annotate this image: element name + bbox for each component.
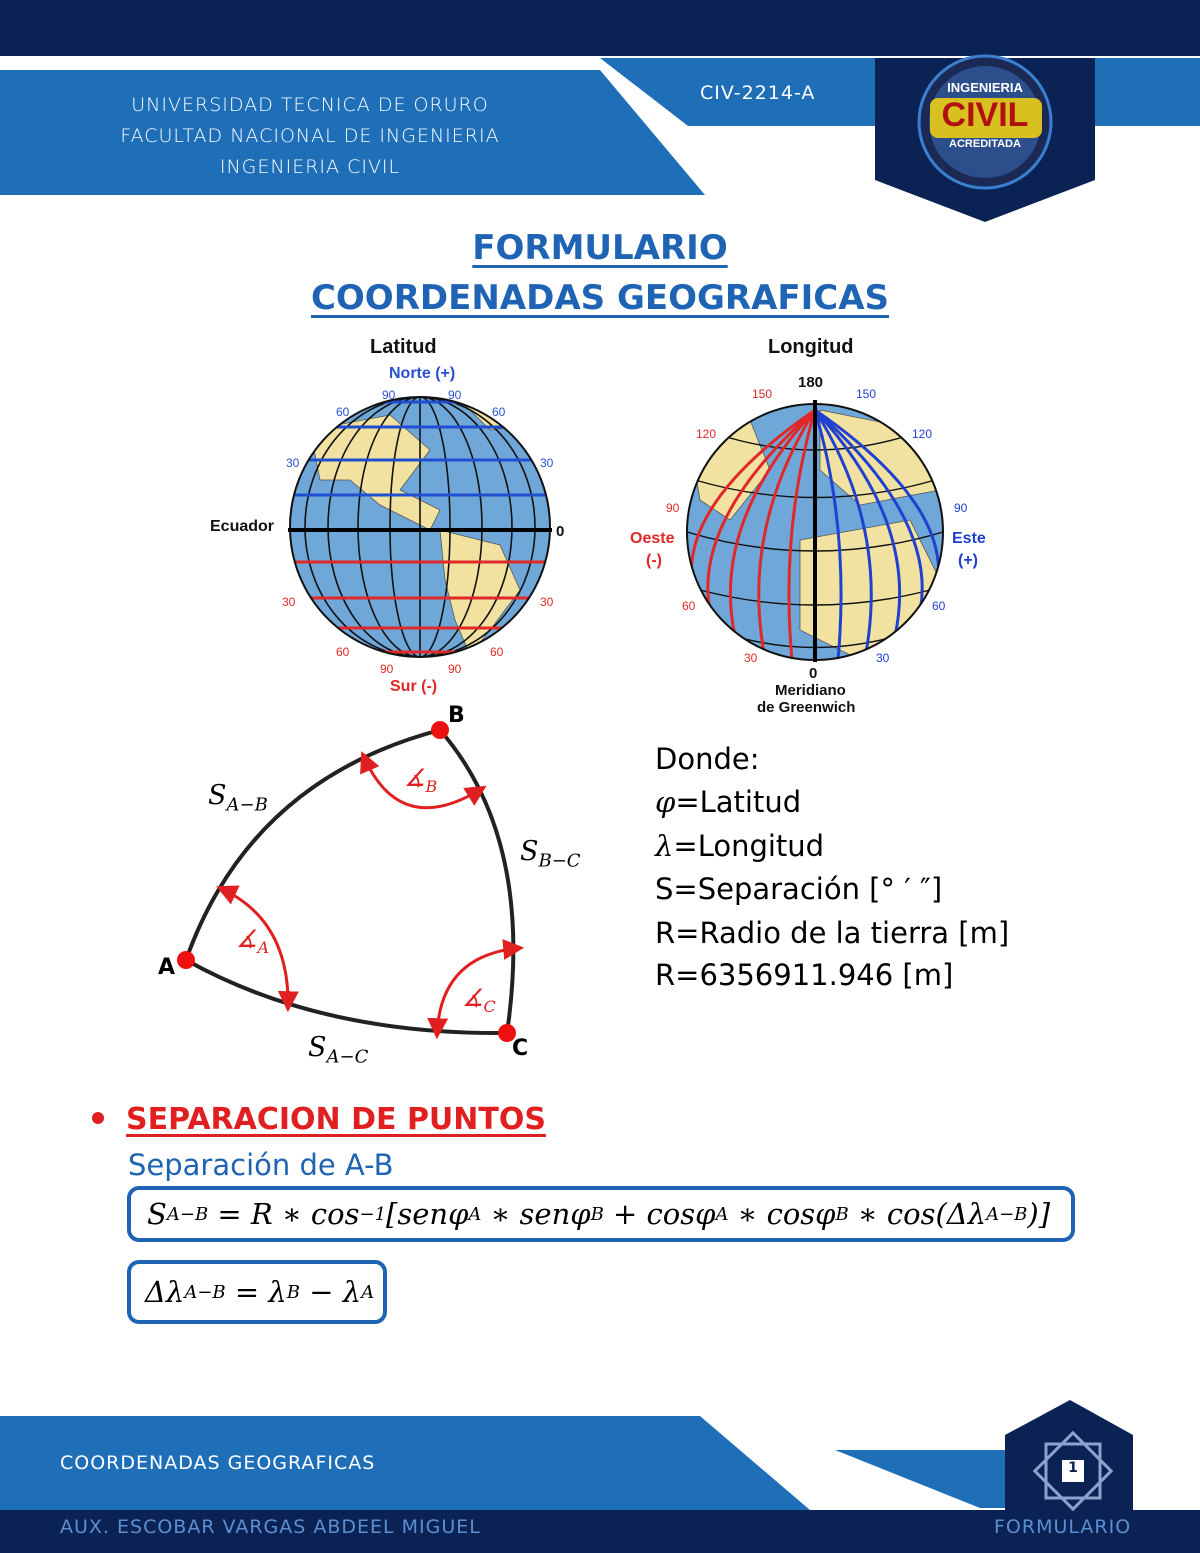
formula-delta-lambda-box: Δλ A−B = λ B − λ A — [127, 1260, 387, 1324]
vertex-b-dot — [431, 721, 449, 739]
footer-topic: COORDENADAS GEOGRAFICAS — [60, 1452, 376, 1474]
lat-tick: 90 — [380, 662, 394, 676]
logo-top-text: INGENIERIA — [947, 80, 1023, 95]
spherical-triangle — [150, 700, 630, 1090]
lon-tick: 30 — [876, 651, 890, 665]
vertex-a-label: A — [158, 955, 176, 980]
vertex-b-label: B — [448, 703, 465, 728]
legend-lambda: λ=Longitud — [655, 829, 825, 863]
lat-tick: 30 — [540, 456, 554, 470]
lon-tick: 150 — [856, 387, 877, 401]
side-bc-label: $S_{B-C}$ — [520, 836, 581, 872]
longitude-title: Longitud — [768, 336, 854, 358]
lat-tick: 30 — [286, 456, 300, 470]
latitude-title: Latitud — [370, 336, 437, 358]
footer-doc-type: FORMULARIO — [994, 1516, 1132, 1538]
lat-tick: 90 — [382, 388, 396, 402]
side-ac-label: $S_{A-C}$ — [308, 1032, 369, 1068]
angle-c-label: $∡_C$ — [462, 984, 496, 1016]
east-sign: (+) — [958, 552, 978, 569]
west-sign: (-) — [646, 552, 662, 569]
meridian-label-1: Meridiano — [775, 682, 846, 699]
lon-tick: 120 — [696, 427, 717, 441]
page-subtitle: COORDENADAS GEOGRAFICAS — [310, 278, 890, 318]
side-ac-arc — [186, 960, 507, 1033]
lon-tick: 60 — [682, 599, 696, 613]
university-name: UNIVERSIDAD TECNICA DE ORURO — [131, 94, 489, 116]
course-code: CIV-2214-A — [700, 82, 816, 104]
lon-tick: 30 — [744, 651, 758, 665]
career-name: INGENIERIA CIVIL — [219, 156, 401, 178]
east-label: Este — [952, 530, 986, 547]
lon-tick: 120 — [912, 427, 933, 441]
legend-radius-value: R=6356911.946 [m] — [655, 958, 954, 992]
lon-tick: 90 — [954, 501, 968, 515]
formula-separation-box: S A−B = R ∗ cos −1 [senφ A ∗ senφ B + cosφ A ∗ cosφ B ∗ cos(Δλ A−B )] — [127, 1186, 1075, 1242]
lon-180-label: 180 — [798, 374, 824, 391]
angle-a-label: $∡_A$ — [236, 925, 270, 957]
lat-tick: 60 — [336, 645, 350, 659]
legend-separation: S=Separación [° ′ ″] — [655, 872, 943, 906]
lat-tick: 60 — [492, 405, 506, 419]
lon-tick: 60 — [932, 599, 946, 613]
meridian-label-2: de Greenwich — [757, 699, 856, 716]
vertex-c-label: C — [512, 1036, 529, 1061]
lon-zero-label: 0 — [809, 665, 818, 682]
lat-tick: 30 — [540, 595, 554, 609]
lat-tick: 60 — [336, 405, 350, 419]
legend-phi: φ=Latitud — [655, 785, 802, 819]
vertex-a-dot — [177, 951, 195, 969]
north-label: Norte (+) — [389, 365, 456, 382]
section-heading: SEPARACION DE PUNTOS — [126, 1102, 546, 1137]
lat-tick: 60 — [490, 645, 504, 659]
lon-tick: 90 — [666, 501, 680, 515]
lat-tick: 90 — [448, 388, 462, 402]
lat-tick: 30 — [282, 595, 296, 609]
section-bullet — [92, 1112, 104, 1124]
lon-tick: 150 — [752, 387, 773, 401]
faculty-name: FACULTAD NACIONAL DE INGENIERIA — [120, 125, 500, 147]
page-title: FORMULARIO — [472, 228, 728, 268]
logo-bottom-text: ACREDITADA — [949, 138, 1021, 150]
equator-zero: 0 — [556, 523, 565, 540]
logo-main-text: CIVIL — [941, 96, 1029, 134]
footer-author: AUX. ESCOBAR VARGAS ABDEEL MIGUEL — [60, 1516, 481, 1538]
west-label: Oeste — [630, 530, 675, 547]
lat-tick: 90 — [448, 662, 462, 676]
legend-heading: Donde: — [655, 742, 760, 776]
section-subheading: Separación de A-B — [128, 1148, 394, 1182]
side-ab-label: $S_{A-B}$ — [208, 780, 268, 816]
angle-b-label: $∡_B$ — [404, 764, 438, 796]
south-label: Sur (-) — [390, 678, 438, 695]
equator-label: Ecuador — [210, 518, 275, 535]
legend-radius: R=Radio de la tierra [m] — [655, 916, 1010, 950]
page-number: 1 — [1068, 1460, 1078, 1476]
side-ab-arc — [186, 730, 440, 960]
